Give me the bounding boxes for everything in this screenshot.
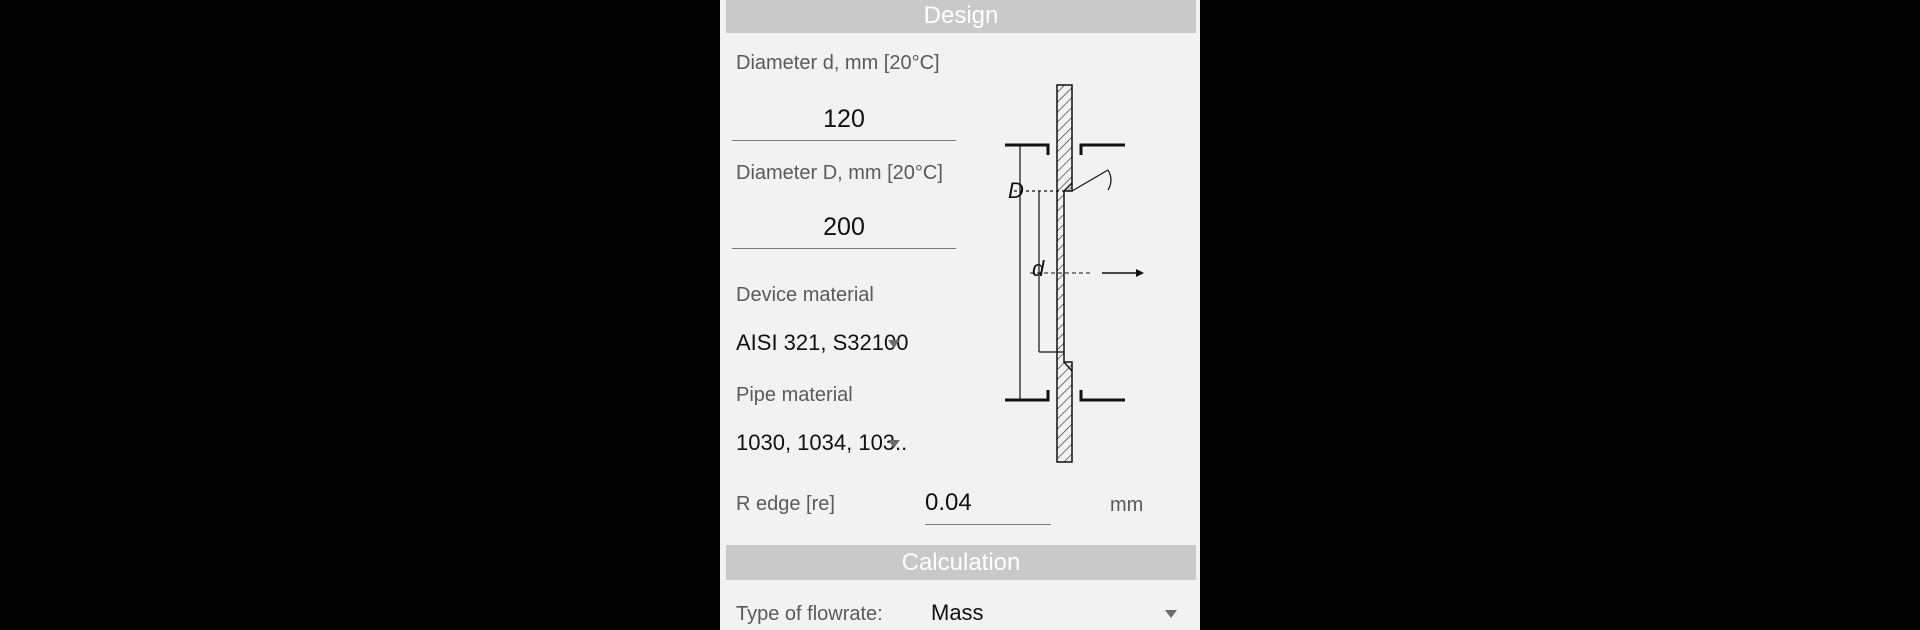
r-edge-unit: mm — [1110, 494, 1144, 516]
r-edge-field[interactable]: 0.04 — [925, 486, 1051, 525]
device-material-label: Device material — [736, 284, 874, 306]
diagram-label-d: d — [1032, 256, 1045, 281]
flowrate-type-value: Mass — [931, 600, 984, 625]
pipe-material-select[interactable] — [730, 426, 910, 460]
pipe-material-value: 1030, 1034, 103.. — [736, 430, 908, 455]
calculation-section-header: Calculation — [726, 545, 1196, 580]
chevron-down-icon — [888, 340, 900, 348]
pipe-material-label: Pipe material — [736, 384, 853, 406]
flowrate-type-select[interactable] — [925, 594, 1195, 630]
diameter-D-field[interactable]: 200 — [732, 208, 956, 249]
device-material-select[interactable] — [730, 326, 910, 360]
design-section-header: Design — [726, 0, 1196, 33]
diagram-label-D: D — [1008, 178, 1024, 203]
app-panel — [720, 0, 1200, 630]
diameter-d-label: Diameter d, mm [20°C] — [736, 52, 940, 74]
orifice-plate-diagram — [990, 80, 1190, 480]
flowrate-type-label: Type of flowrate: — [736, 603, 883, 625]
chevron-down-icon — [1165, 610, 1177, 618]
flow-arrow-icon — [1102, 269, 1144, 277]
r-edge-label: R edge [re] — [736, 493, 835, 515]
diameter-d-field[interactable]: 120 — [732, 100, 956, 141]
bevel-angle-annotation — [1072, 170, 1111, 191]
chevron-down-icon — [888, 440, 900, 448]
device-material-value: AISI 321, S32100 — [736, 330, 909, 355]
diameter-D-label: Diameter D, mm [20°C] — [736, 162, 943, 184]
